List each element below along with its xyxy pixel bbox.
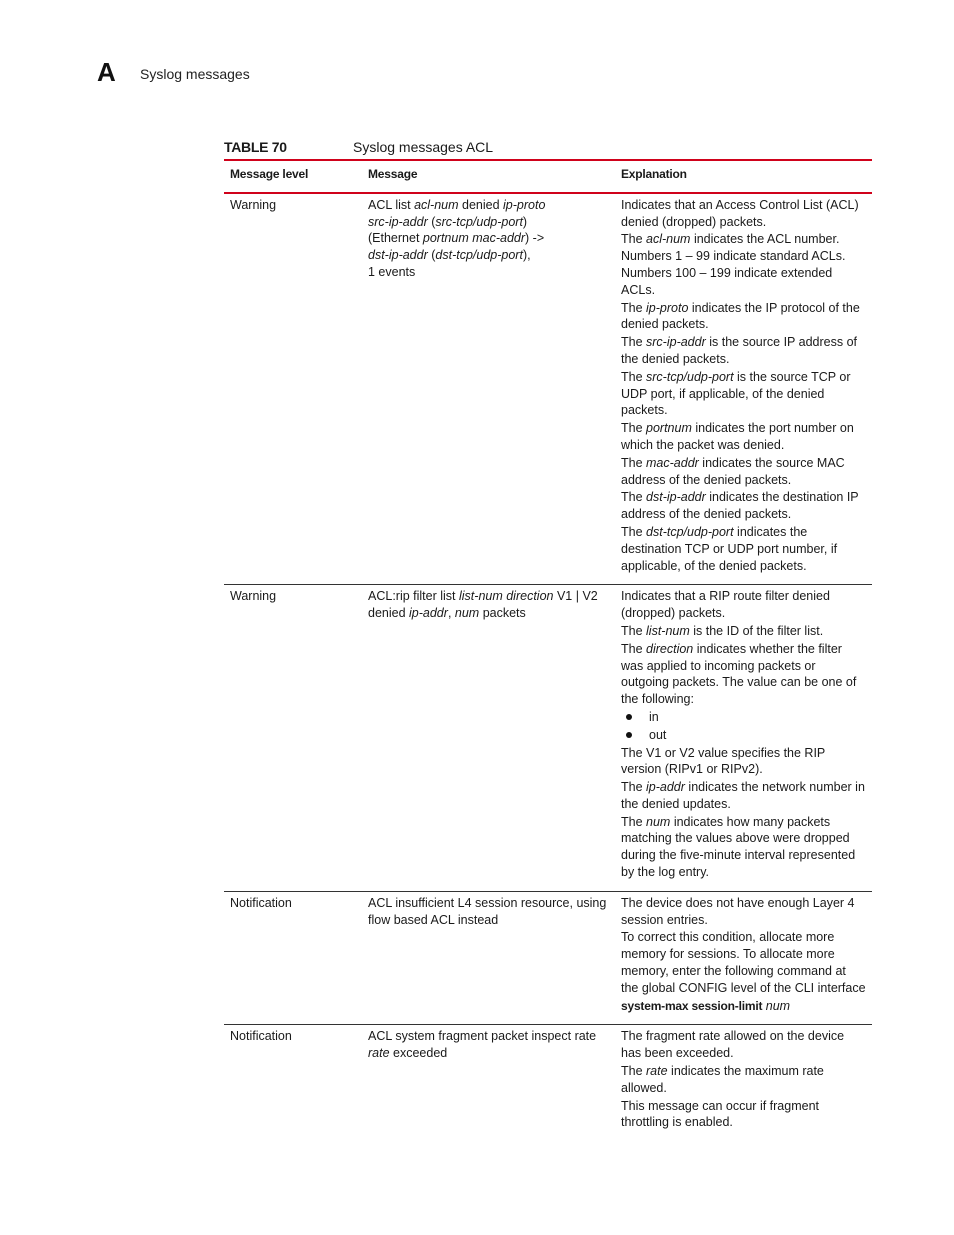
cell-explanation: The device does not have enough Layer 4 session entries. To correct this condition, allocate more memory for sessions. To allocate more memory, enter the following command at the global CONFIG level of the CLI interface system-max session-limit num: [615, 891, 872, 1025]
cell-explanation: Indicates that an Access Control List (ACL) denied (dropped) packets. The acl-num indicates the ACL number. Numbers 1 – 99 indicate standard ACLs. Numbers 100 – 199 indicate extended ACLs. The ip-proto indicates the IP protocol of the denied packets. The src-ip-addr is the source IP address of the denied packets. The src-tcp/udp-port is the source TCP or UDP port, if applicable, of the denied packets. The portnum indicates the port number on which the packet was denied. The mac-addr indicates the source MAC address of the denied packets. The dst-ip-addr indicates the destination IP address of the denied packets. The dst-tcp/udp-port indicates the destination TCP or UDP port number, if applicable, of the denied packets.: [615, 193, 872, 585]
column-header-message-level: Message level: [224, 160, 362, 193]
cell-message: ACL system fragment packet inspect rate rate exceeded: [368, 1029, 597, 1061]
column-header-message: Message: [362, 160, 615, 193]
cell-message: ACL list acl-num denied ip-proto src-ip-addr (src-tcp/udp-port) (Ethernet portnum mac-addr) -> dst-ip-addr (dst-tcp/udp-port), 1 events: [362, 193, 615, 585]
cell-explanation: The fragment rate allowed on the device has been exceeded. The rate indicates the maximum rate allowed. This message can occur if fragment throttling is enabled.: [621, 1029, 845, 1130]
chapter-letter: A: [97, 57, 116, 87]
column-header-explanation: Explanation: [615, 160, 872, 193]
table-row: [224, 1025, 872, 1141]
cell-message-level: Notification: [230, 1029, 292, 1044]
table-row: [224, 585, 872, 892]
cell-message: ACL:rip filter list list-num direction V1 | V2 denied ip-addr, num packets: [362, 585, 615, 892]
cell-message-level: Warning: [224, 585, 362, 892]
cell-message-level: Notification: [224, 891, 362, 1025]
cell-message-level: Warning: [224, 193, 362, 585]
table-row: [224, 891, 872, 1025]
table-label: TABLE 70: [224, 139, 287, 155]
table-row: [224, 193, 872, 585]
table-header-row: [224, 160, 872, 193]
cell-message: ACL insufficient L4 session resource, using flow based ACL instead: [362, 891, 615, 1025]
syslog-table: [224, 159, 872, 1141]
cell-explanation: Indicates that a RIP route filter denied (dropped) packets. The list-num is the ID of the filter list. The direction indicates whether the filter was applied to incoming packets or outgoing packets. The value can be one of the following: in out The V1 or V2 value specifies the RIP version (RIPv1 or RIPv2). The ip-addr indicates the network number in the denied updates. The num indicates how many packets matching the values above were dropped during the five-minute interval represented by the log entry.: [615, 585, 872, 892]
table-title: Syslog messages ACL: [353, 139, 494, 155]
running-title: Syslog messages: [140, 66, 250, 82]
